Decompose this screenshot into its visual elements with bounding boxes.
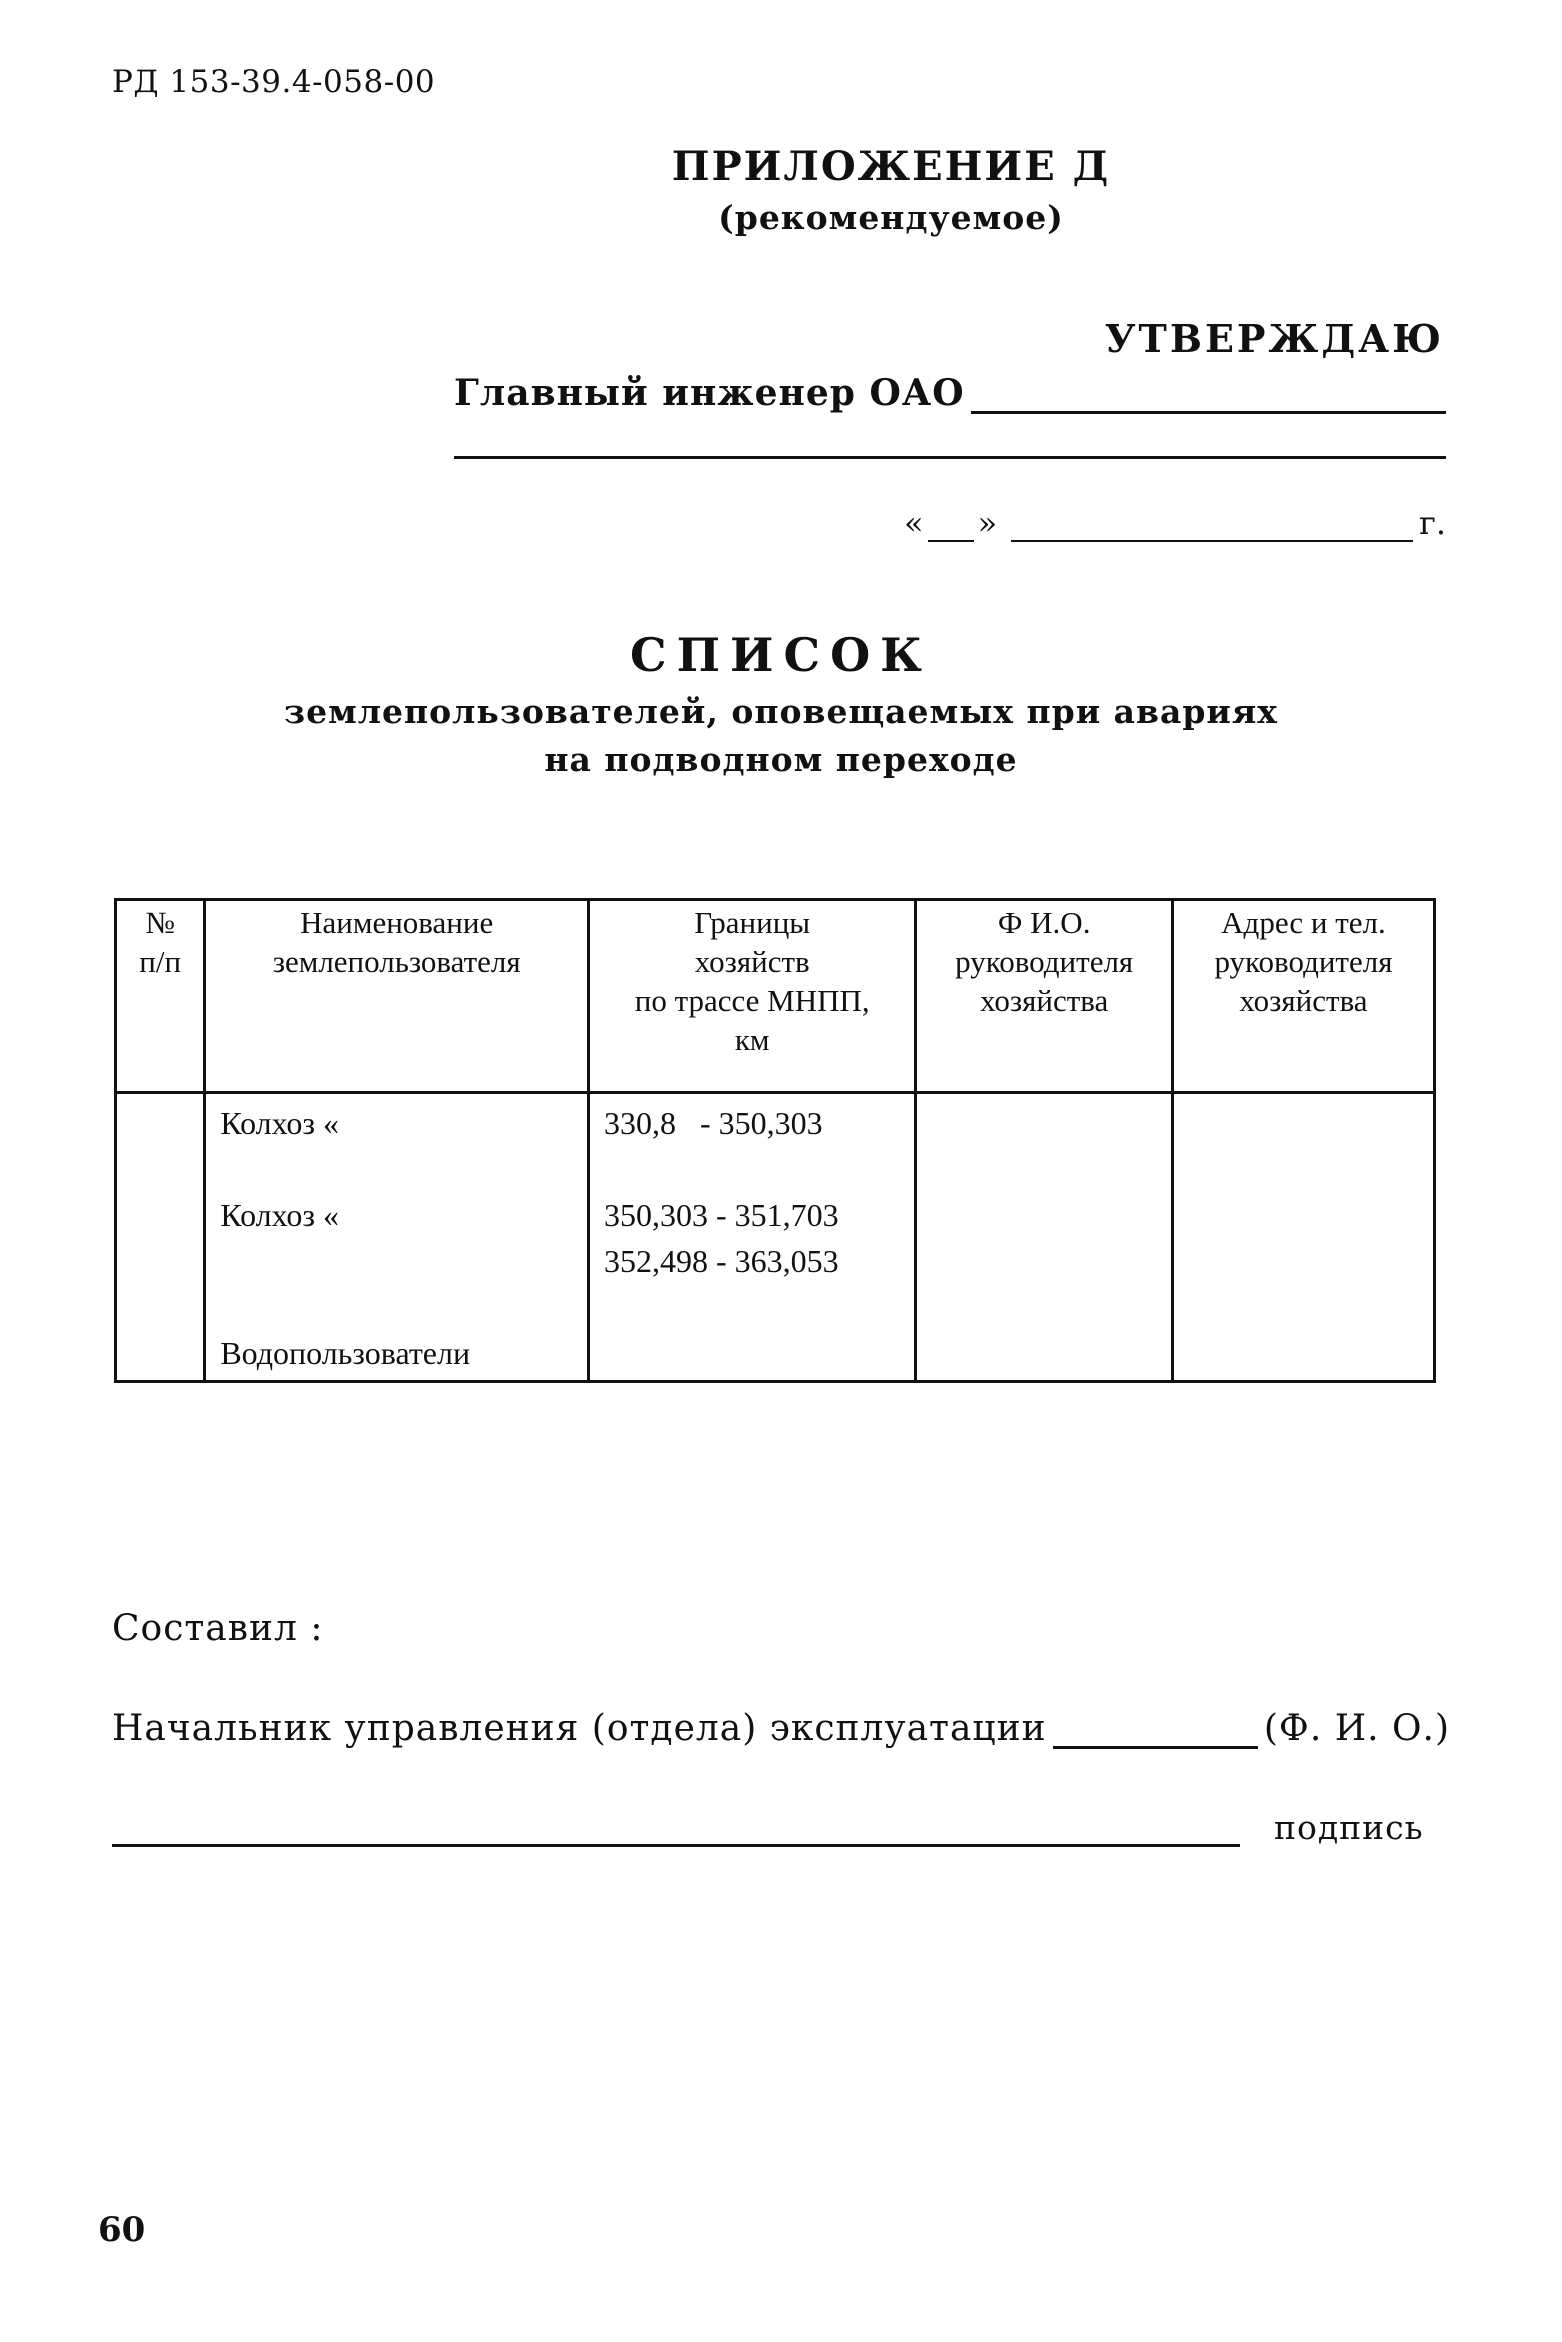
table-row [116, 1093, 1435, 1382]
header-number: № п/п [116, 900, 205, 1093]
boundary-range: 330,8 - 350,303 [604, 1105, 823, 1141]
department-head-blank [1053, 1706, 1258, 1749]
approval-heading: УТВЕРЖДАЮ [1104, 316, 1444, 361]
approval-date-row [904, 496, 1446, 542]
cell-number [116, 1093, 205, 1382]
document-code: РД 153-39.4-058-00 [112, 64, 436, 100]
chief-engineer-blank [971, 375, 1446, 414]
date-day-blank [928, 508, 974, 542]
table-header-row [116, 900, 1435, 1093]
land-user-name: Водопользователи [220, 1335, 471, 1371]
header-manager-address: Адрес и тел. руководителя хозяйства [1172, 900, 1434, 1093]
header-land-user-name: Наименование землепользователя [205, 900, 589, 1093]
chief-engineer-row [454, 368, 1446, 414]
year-suffix: г. [1419, 504, 1446, 542]
cell-boundaries [589, 1093, 916, 1382]
boundary-range: 350,303 - 351,703 [604, 1197, 839, 1233]
appendix-title: ПРИЛОЖЕНИЕ Д [671, 143, 1111, 190]
date-close-quote: » [977, 504, 998, 542]
list-title: СПИСОК [629, 628, 933, 682]
boundary-range: 352,498 - 363,053 [604, 1243, 839, 1279]
page-number: 60 [98, 2210, 146, 2250]
chief-engineer-label: Главный инженер ОАО [454, 372, 965, 414]
signature-row [112, 1808, 1450, 1847]
signature-blank-line [454, 456, 1446, 459]
land-user-name: Колхоз « [220, 1105, 340, 1141]
department-head-row [112, 1706, 1450, 1749]
cell-manager-address [1172, 1093, 1434, 1382]
cell-manager-name [916, 1093, 1173, 1382]
cell-land-user-names [205, 1093, 589, 1382]
land-users-table [114, 898, 1436, 1383]
header-boundaries: Границы хозяйств по трассе МНПП, км [589, 900, 916, 1093]
date-open-quote: « [904, 504, 924, 542]
list-subtitle-line1: землепользователей, оповещаемых при авариях [284, 692, 1278, 731]
signature-blank [112, 1814, 1240, 1847]
list-subtitle-line2: на подводном переходе [544, 740, 1018, 779]
department-head-label: Начальник управления (отдела) эксплуатации [112, 1708, 1047, 1749]
fio-label: (Ф. И. О.) [1263, 1708, 1450, 1749]
signature-label: подпись [1274, 1808, 1424, 1847]
land-user-name: Колхоз « [220, 1197, 340, 1233]
header-manager-name: Ф И.О. руководителя хозяйства [916, 900, 1173, 1093]
composed-by-label: Составил : [112, 1608, 324, 1649]
appendix-subtitle: (рекомендуемое) [718, 198, 1064, 237]
date-month-blank [1011, 508, 1413, 542]
